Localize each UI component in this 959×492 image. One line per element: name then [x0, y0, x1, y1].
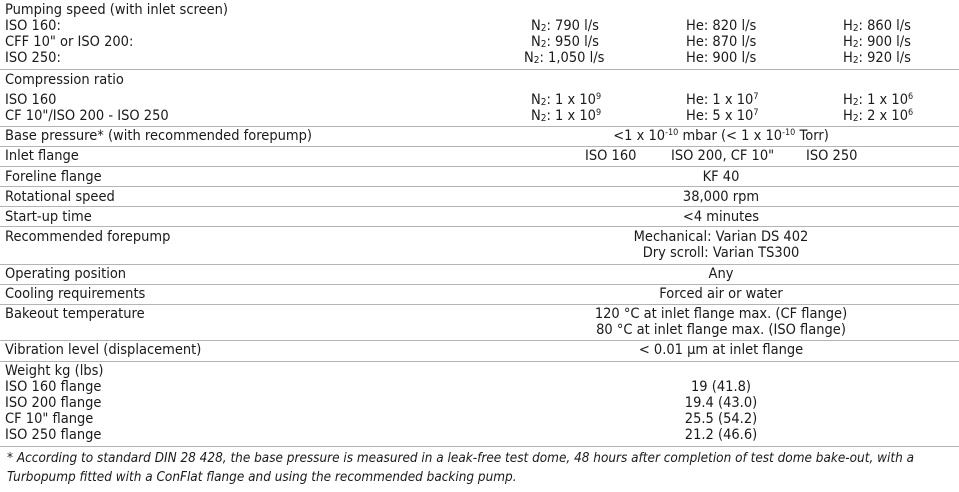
- pumping-n2-value: $N_2$: 950 l/s: [531, 34, 599, 50]
- compression-he-value: He: 1 x $10^7$: [686, 92, 759, 108]
- forepump-value-line2: Dry scroll: Varian TS300: [642, 245, 800, 261]
- compression-he-value: He: 5 x $10^7$: [686, 108, 759, 124]
- compression-heading: Compression ratio: [5, 72, 124, 88]
- inlet-flange-option: ISO 250: [806, 148, 858, 164]
- compression-h2-value: $H_2$: 1 x $10^6$: [843, 92, 914, 108]
- pumping-he-value: He: 870 l/s: [686, 34, 757, 50]
- pumping-h2-value: $H_2$: 860 l/s: [843, 18, 911, 34]
- operating-position-value: Any: [708, 266, 734, 282]
- startup-time-value: <4 minutes: [682, 209, 760, 225]
- compression-n2-value: $N_2$: 1 x $10^9$: [531, 92, 602, 108]
- pumping-he-value: He: 900 l/s: [686, 50, 757, 66]
- pumping-speed-heading: Pumping speed (with inlet screen): [5, 2, 229, 18]
- row-divider: [0, 284, 959, 285]
- compression-row-label: CF 10"/ISO 200 - ISO 250: [5, 108, 169, 124]
- bakeout-label: Bakeout temperature: [5, 306, 145, 322]
- base-pressure-label: Base pressure* (with recommended forepump): [5, 128, 312, 144]
- footnote-line2: Turbopump fitted with a ConFlat flange and using the recommended backing pump.: [7, 470, 517, 485]
- inlet-flange-label: Inlet flange: [5, 148, 79, 164]
- foreline-flange-value: KF 40: [702, 169, 740, 185]
- footnote-line1: * According to standard DIN 28 428, the base pressure is measured in a leak-free test dome, 48 hours after completion of test dome bake-out, with a: [7, 451, 915, 466]
- pumping-n2-value: $N_2$: 790 l/s: [531, 18, 599, 34]
- weight-row-value: 21.2 (46.6): [684, 427, 758, 443]
- pumping-he-value: He: 820 l/s: [686, 18, 757, 34]
- compression-h2-value: $H_2$: 2 x $10^6$: [843, 108, 914, 124]
- rotational-speed-label: Rotational speed: [5, 189, 115, 205]
- weight-heading: Weight kg (lbs): [5, 363, 104, 379]
- pumping-h2-value: $H_2$: 900 l/s: [843, 34, 911, 50]
- compression-n2-value: $N_2$: 1 x $10^9$: [531, 108, 602, 124]
- weight-row-label: ISO 200 flange: [5, 395, 102, 411]
- compression-row-label: ISO 160: [5, 92, 57, 108]
- bakeout-value-line1: 120 °C at inlet flange max. (CF flange): [594, 306, 848, 322]
- row-divider: [0, 340, 959, 341]
- row-divider: [0, 264, 959, 265]
- bakeout-value-line2: 80 °C at inlet flange max. (ISO flange): [596, 322, 846, 338]
- forepump-value-line1: Mechanical: Varian DS 402: [633, 229, 809, 245]
- row-divider: [0, 186, 959, 187]
- rotational-speed-value: 38,000 rpm: [682, 189, 760, 205]
- weight-row-value: 25.5 (54.2): [684, 411, 758, 427]
- row-divider: [0, 166, 959, 167]
- cooling-label: Cooling requirements: [5, 286, 146, 302]
- row-divider: [0, 126, 959, 127]
- weight-row-label: ISO 160 flange: [5, 379, 102, 395]
- pumping-row-label: ISO 160:: [5, 18, 61, 34]
- base-pressure-value: <1 x $10^{-10}$ mbar (< 1 x $10^{-10}$ Torr): [613, 128, 829, 144]
- row-divider: [0, 446, 959, 447]
- row-divider: [0, 304, 959, 305]
- row-divider: [0, 226, 959, 227]
- weight-row-label: CF 10" flange: [5, 411, 94, 427]
- vibration-value: < 0.01 µm at inlet flange: [638, 342, 804, 358]
- pumping-row-label: CFF 10" or ISO 200:: [5, 34, 134, 50]
- foreline-flange-label: Foreline flange: [5, 169, 102, 185]
- row-divider: [0, 146, 959, 147]
- forepump-label: Recommended forepump: [5, 229, 171, 245]
- row-divider: [0, 361, 959, 362]
- pumping-n2-value: $N_2$: 1,050 l/s: [524, 50, 605, 66]
- cooling-value: Forced air or water: [659, 286, 783, 302]
- operating-position-label: Operating position: [5, 266, 127, 282]
- pumping-row-label: ISO 250:: [5, 50, 61, 66]
- vibration-label: Vibration level (displacement): [5, 342, 202, 358]
- weight-row-label: ISO 250 flange: [5, 427, 102, 443]
- inlet-flange-option: ISO 160: [585, 148, 637, 164]
- startup-time-label: Start-up time: [5, 209, 92, 225]
- inlet-flange-option: ISO 200, CF 10": [671, 148, 775, 164]
- pumping-h2-value: $H_2$: 920 l/s: [843, 50, 911, 66]
- row-divider: [0, 206, 959, 207]
- weight-row-value: 19.4 (43.0): [684, 395, 758, 411]
- weight-row-value: 19 (41.8): [690, 379, 752, 395]
- row-divider: [0, 69, 959, 70]
